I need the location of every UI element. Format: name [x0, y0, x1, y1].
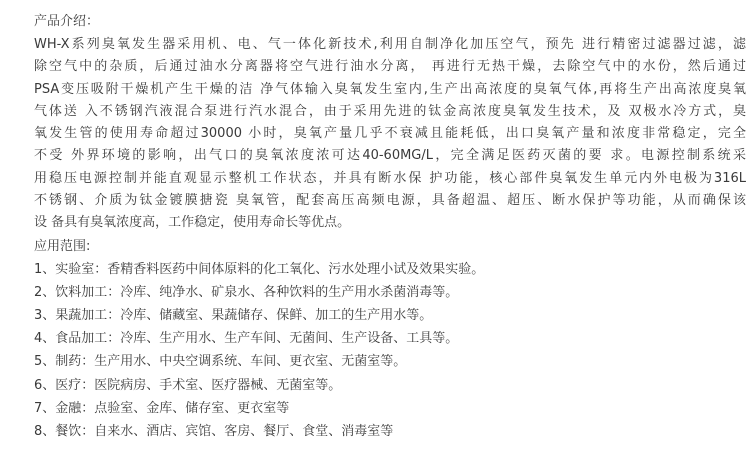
intro-line: 气体送 入不锈钢汽液混合泵进行汽水混合，由于采用先进的钛金高浓度臭氧发生技术，及 双极水冷方式，臭 — [34, 103, 746, 119]
list-item — [34, 327, 746, 350]
product-intro-paragraph — [34, 34, 746, 235]
document-body — [34, 12, 746, 443]
applications-heading: 应用范围: — [34, 238, 91, 254]
list-item — [34, 420, 746, 443]
list-item-text: 1、实验室：香精香料医药中间体原料的化工氧化、污水处理小试及效果实验。 — [34, 261, 485, 277]
list-item-text: 6、医疗：医院病房、手术室、医疗器械、无菌室等。 — [34, 377, 342, 393]
intro-line: 用稳压电源控制并能直观显示整机工作状态，并具有断水保 护功能，核心部件臭氧发生单元内外电极为316L — [34, 170, 746, 186]
list-item-text: 7、金融：点验室、金库、储存室、更衣室等 — [34, 400, 290, 416]
list-item-text: 5、制药：生产用水、中央空调系统、车间、更衣室、无菌室等。 — [34, 354, 407, 370]
intro-line: PSA变压吸附干燥机产生干燥的洁 净气体输入臭氧发生室内,生产出高浓度的臭氧气体,再将生产出高浓度臭氧 — [34, 81, 746, 97]
list-item-text: 4、食品加工：冷库、生产用水、生产车间、无菌间、生产设备、工具等。 — [34, 331, 459, 347]
intro-line: WH-X系列臭氧发生器采用机、电、气一体化新技术,利用自制净化加压空气，预先 进行精密过滤器过滤，滤 — [34, 37, 746, 52]
product-intro-heading: 产品介绍： — [34, 14, 100, 29]
intro-line: 设 备具有臭氧浓度高，工作稳定，使用寿命长等优点。 — [34, 215, 351, 231]
list-item — [34, 304, 746, 327]
list-item-text: 3、果蔬加工：冷库、储藏室、果蔬储存、保鲜、加工的生产用水等。 — [34, 308, 433, 324]
intro-line: 不受 外界环境的影响，出气口的臭氧浓度浓可达40-60MG/L，完全满足医药灭菌的要 求。电源控制系统采 — [34, 148, 746, 164]
list-item-text: 2、饮料加工：冷库、纯净水、矿泉水、各种饮料的生产用水杀菌消毒等。 — [34, 284, 459, 300]
list-item — [34, 374, 746, 397]
applications-list — [34, 258, 746, 444]
intro-line: 不锈钢、介质为钛金镀膜搪瓷 臭氧管，配套高压高频电源，具备超温、超压、断水保护等功能，从而确保该 — [34, 193, 746, 209]
list-item — [34, 281, 746, 304]
list-item-text: 8、餐饮：自来水、酒店、宾馆、客房、餐厅、食堂、消毒室等 — [34, 423, 394, 439]
list-item — [34, 258, 746, 281]
list-item — [34, 397, 746, 420]
intro-line: 氧发生管的使用寿命超过30000 小时，臭氧产量几乎不衰减且能耗低，出口臭氧产量和浓度非常稳定，完全 — [34, 126, 746, 142]
list-item — [34, 350, 746, 373]
intro-line: 除空气中的杂质，后通过油水分离器将空气进行油水分离， 再进行无热干燥，去除空气中的水份，然后通过 — [34, 59, 746, 75]
